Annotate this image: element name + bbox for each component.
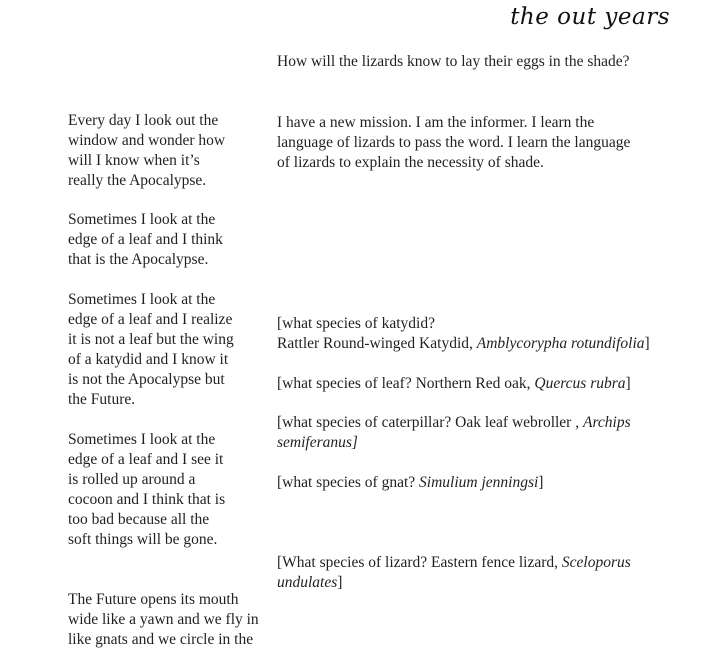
question-line [277, 52, 630, 72]
stanza-line: soft things will be gone. [68, 531, 218, 548]
katydid-question: [what species of katydid? [277, 315, 435, 332]
question-text: How will the lizards know to lay their eggs in the shade? [277, 53, 630, 70]
stanza-line: Sometimes I look at the [68, 291, 216, 308]
leaf-line: [what species of leaf? Northern Red oak, Quercus rubra] [277, 375, 631, 392]
stanza-line: that is the Apocalypse. [68, 251, 209, 268]
mission-line: language of lizards to pass the word. I learn the language [277, 134, 631, 151]
stanza-4 [68, 430, 225, 550]
lizard-species: undulates [277, 574, 338, 591]
mission-line: of lizards to explain the necessity of shade. [277, 154, 544, 171]
stanza-line: Sometimes I look at the [68, 431, 216, 448]
caterpillar-line: [what species of caterpillar? Oak leaf webroller , Archips [277, 414, 631, 431]
stanza-line: Every day I look out the [68, 112, 219, 129]
stanza-line: edge of a leaf and I think [68, 231, 223, 248]
lizard-line: [What species of lizard? Eastern fence lizard, Sceloporus [277, 554, 631, 571]
gnat-line: [what species of gnat? Simulium jenningsi] [277, 474, 544, 491]
stanza-line: edge of a leaf and I realize [68, 311, 233, 328]
gnat-note [277, 473, 543, 493]
stanza-line: the Future. [68, 391, 136, 408]
caterpillar-genus: Archips [582, 414, 631, 431]
stanza-line: edge of a leaf and I see it [68, 451, 224, 468]
mission-line: I have a new mission. I am the informer. I learn the [277, 114, 595, 131]
lizard-line-2: undulates] [277, 574, 343, 591]
caterpillar-species: semiferanus] [277, 434, 358, 451]
stanza-line: The Future opens its mouth [68, 591, 239, 608]
caterpillar-line-2 [277, 433, 631, 453]
stanza-line: like gnats and we circle in the [68, 631, 254, 648]
lizard-note [277, 553, 631, 593]
leaf-note [277, 374, 631, 394]
katydid-answer: Rattler Round-winged Katydid, Amblycorypha rotundifolia] [277, 335, 650, 352]
stanza-line: will I know when it’s [68, 152, 200, 169]
stanza-line: Sometimes I look at the [68, 211, 216, 228]
stanza-line: is not the Apocalypse but [68, 371, 225, 388]
mission-paragraph [277, 113, 630, 173]
stanza-1 [68, 111, 225, 191]
stanza-line: really the Apocalypse. [68, 172, 207, 189]
stanza-3 [68, 290, 234, 410]
lizard-genus: Sceloporus [561, 554, 631, 571]
caterpillar-note [277, 413, 631, 453]
stanza-line: of a katydid and I know it [68, 351, 229, 368]
stanza-5 [68, 590, 259, 650]
katydid-note [277, 314, 650, 354]
katydid-species-name: Amblycorypha rotundifolia [476, 335, 645, 352]
stanza-line: wide like a yawn and we fly in [68, 611, 259, 628]
stanza-line: too bad because all the [68, 511, 210, 528]
gnat-species-name: Simulium jenningsi [419, 474, 539, 491]
leaf-species-name: Quercus rubra [534, 375, 626, 392]
stanza-line: is rolled up around a [68, 471, 196, 488]
stanza-line: cocoon and I think that is [68, 491, 226, 508]
stanza-2 [68, 210, 223, 270]
stanza-line: it is not a leaf but the wing [68, 331, 234, 348]
running-header: the out years [510, 4, 670, 30]
stanza-line: window and wonder how [68, 132, 226, 149]
